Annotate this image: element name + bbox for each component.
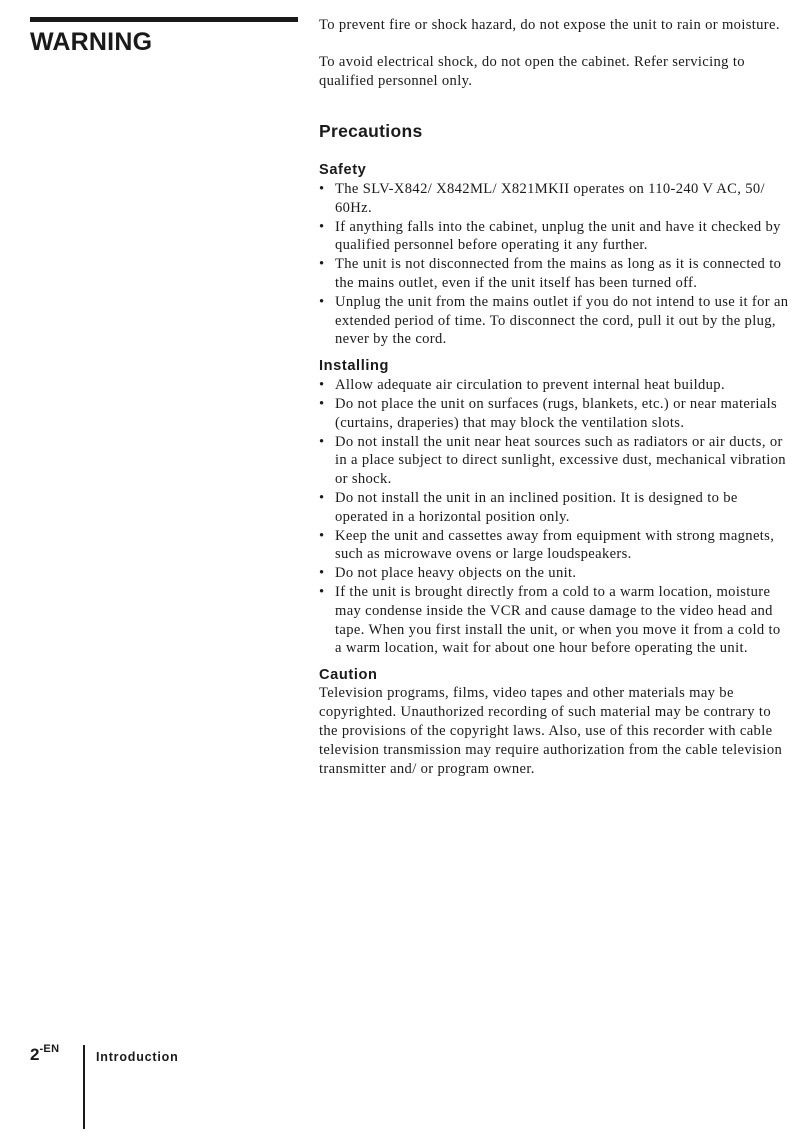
- list-item: • Keep the unit and cassettes away from equipment with strong magnets, such as microwave ovens or large loudspeakers.: [319, 527, 775, 563]
- list-item: • Do not place the unit on surfaces (rugs, blankets, etc.) or near materials (curtains, draperies) that may block the ventilation slots.: [319, 395, 778, 431]
- list-item: • The unit is not disconnected from the mains as long as it is connected to the mains outlet, even if the unit itself has been turned off.: [319, 256, 782, 291]
- caution-heading: Caution: [319, 667, 378, 684]
- page-number: $2^{-EN}$: [30, 1043, 60, 1064]
- installing-heading: Installing: [319, 358, 390, 375]
- list-item: • Allow adequate air circulation to prevent internal heat buildup.: [319, 377, 725, 394]
- main-column: [319, 16, 789, 779]
- footer-rule: [83, 1045, 85, 1129]
- warning-paragraph-1: To prevent fire or shock hazard, do not expose the unit to rain or moisture.: [319, 17, 780, 33]
- list-item: • Do not place heavy objects on the unit.: [319, 565, 577, 582]
- warning-title: WARNING: [30, 28, 153, 56]
- list-item: • Do not install the unit in an inclined position. It is designed to be operated in a horizontal position only.: [319, 489, 738, 525]
- warning-paragraph-2: To avoid electrical shock, do not open the cabinet. Refer servicing to qualified personnel only.: [319, 54, 745, 89]
- section-label: Introduction: [96, 1050, 179, 1064]
- list-item: • Do not install the unit near heat sources such as radiators or air ducts, or in a place subject to direct sunlight, excessive dust, mechanical vibration or shock.: [319, 433, 786, 488]
- caution-text: Television programs, films, video tapes and other materials may be copyrighted. Unauthorized recording of such material may be contrary to the provisions of the copyright laws. Also, use of this recorder with cable television transmission may require authorization from the cable television transmitter and/ or program owner.: [319, 685, 783, 778]
- installing-list: [319, 376, 789, 658]
- page-suffix: -EN: [39, 1043, 60, 1055]
- list-item: • The SLV-X842/ X842ML/ X821MKII operates on 110-240 V AC, 50/ 60Hz.: [319, 181, 765, 216]
- list-item: • If anything falls into the cabinet, unplug the unit and have it checked by qualified personnel before operating it any further.: [319, 218, 781, 254]
- list-item: • Unplug the unit from the mains outlet if you do not intend to use it for an extended period of time. To disconnect the cord, pull it out by the plug, never by the cord.: [319, 293, 789, 348]
- warning-rule: [30, 17, 298, 22]
- safety-list: [319, 180, 789, 349]
- list-item: • If the unit is brought directly from a cold to a warm location, moisture may condense inside the VCR and cause damage to the video head and tape. When you first install the unit, or when you move it from a cold to a warm location, wait for about one hour before operating the unit.: [319, 583, 781, 657]
- precautions-heading: Precautions: [319, 121, 423, 141]
- safety-heading: Safety: [319, 162, 367, 178]
